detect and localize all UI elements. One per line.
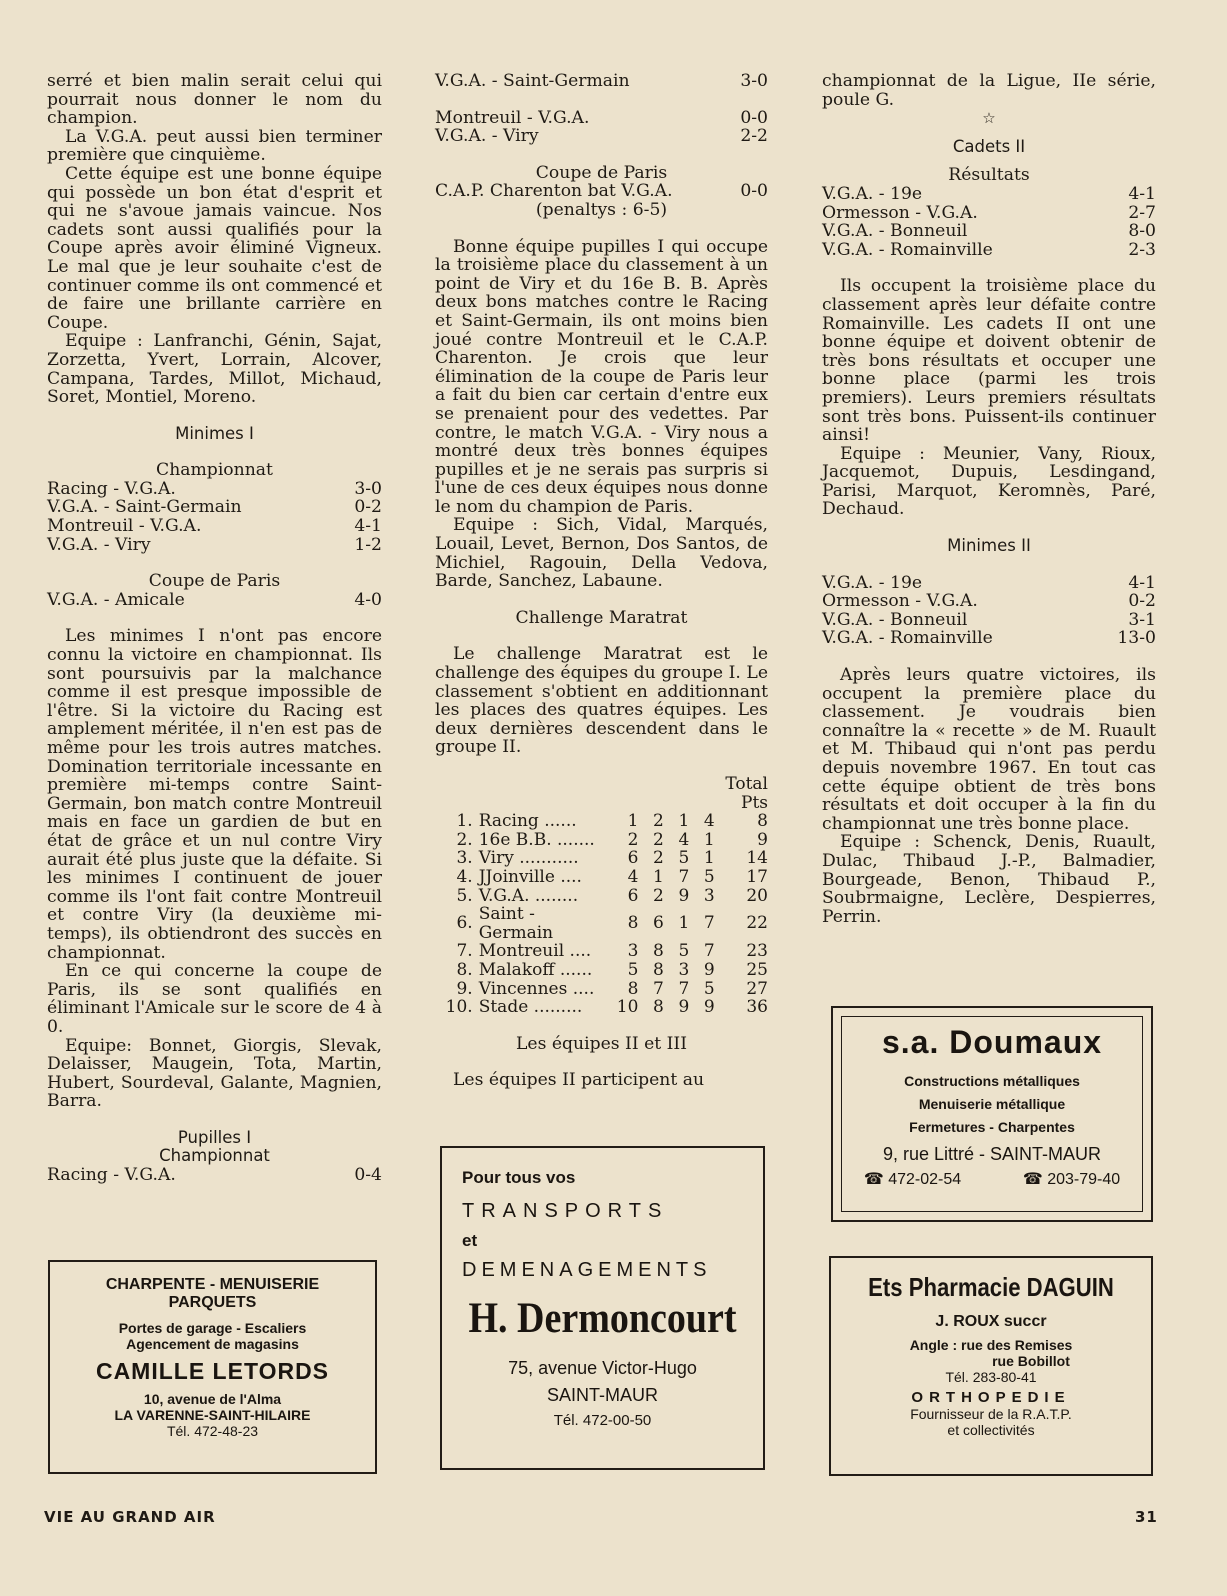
paragraph: La V.G.A. peut aussi bien terminer première que cinquième. bbox=[47, 126, 382, 166]
ad-line: rue Bobillot bbox=[992, 1353, 1070, 1369]
phone-icon: ☎ bbox=[863, 1171, 884, 1188]
page-number: 31 bbox=[1135, 1508, 1158, 1526]
ad-address: SAINT-MAUR bbox=[546, 1385, 658, 1405]
table-row: 6. Saint - Germain 8 6 1 7 22 bbox=[456, 904, 768, 943]
coupe-label: Coupe de Paris bbox=[148, 571, 281, 592]
ad-company-name: H. Dermoncourt bbox=[468, 1293, 737, 1343]
team-list: Equipe: Bonnet, Giorgis, Slevak, Delaisser, Maugein, Tota, Martin, Hubert, Sourdeval, Galante, Magnien, Barra. bbox=[47, 1035, 382, 1112]
team-list: Equipe : Meunier, Vany, Rioux, Jacquemot, Dupuis, Lesdingand, Parisi, Marquot, Keromnès, Paré, Dechaud. bbox=[822, 443, 1156, 520]
table-header-row bbox=[445, 794, 768, 813]
ad-daguin bbox=[829, 1256, 1153, 1476]
result-row: V.G.A. - Saint-Germain 0-2 bbox=[47, 497, 382, 518]
section-title-equipes: Les équipes II et III bbox=[515, 1033, 688, 1054]
ad-doumaux bbox=[831, 1006, 1153, 1222]
team-list: Equipe : Sich, Vidal, Marqués, Louail, Levet, Bernon, Dos Santos, de Michiel, Ragouin, Della Vedova, Barde, Sanchez, Labaune. bbox=[435, 515, 768, 592]
column-header-total: Total bbox=[725, 774, 768, 794]
ad-address: 75, avenue Victor-Hugo bbox=[508, 1358, 697, 1378]
ad-line: et collectivités bbox=[947, 1422, 1035, 1438]
result-row: V.G.A. - Bonneuil 8-0 bbox=[822, 221, 1156, 242]
star-icon: ☆ bbox=[982, 109, 996, 128]
paragraph: Après leurs quatre victoires, ils occupent la première place du classement. Je voudrais bien connaître la « recette » de M. Ruault et M. Thibaud qui n'ont pas perdu depuis novembre 1967. En tout cas cette équipe obtient de très bons résultats et doit occuper à la fin du championnat une très bonne place. bbox=[822, 665, 1156, 834]
ad-phone: Tél. 283-80-41 bbox=[945, 1369, 1037, 1385]
result-row: V.G.A. - 19e 4-1 bbox=[822, 183, 1156, 204]
ad-dermoncourt bbox=[440, 1146, 765, 1470]
ad-line: Fournisseur de la R.A.T.P. bbox=[910, 1406, 1072, 1422]
table-row: 3. Viry ........... 6 2 5 1 14 bbox=[456, 848, 768, 869]
paragraph: Cette équipe est une bonne équipe qui possède un bon état d'esprit et qui ne s'avoue jamais vaincue. Nos cadets sont aussi qualifiés pour la Coupe après avoir éliminé Vigneux. Le mal que je leur souhaite c'est de continuer comme ils ont commencé et de faire une brillante carrière en Coupe. bbox=[47, 163, 382, 333]
ad-address: 9, rue Littré - SAINT-MAUR bbox=[882, 1144, 1102, 1164]
column-header-pts: Pts bbox=[741, 792, 768, 813]
ad-company-name: s.a. Doumaux bbox=[881, 1024, 1103, 1060]
table-row: 8. Malakoff ...... 5 8 3 9 25 bbox=[456, 959, 768, 980]
ad-letords bbox=[48, 1260, 377, 1474]
result-row: V.G.A. - Viry 2-2 bbox=[435, 126, 768, 147]
result-row: V.G.A. - Amicale 4-0 bbox=[47, 589, 382, 610]
resultats-label: Résultats bbox=[948, 165, 1030, 186]
result-row: Racing - V.G.A. 3-0 bbox=[47, 478, 382, 499]
ad-phones bbox=[833, 1169, 1151, 1189]
team-list: Equipe : Schenck, Denis, Ruault, Dulac, Thibaud J.-P., Balmadier, Bourgeade, Benon, Thibaud P., Soubrmaigne, Leclère, Despierres, Perrin. bbox=[822, 832, 1156, 927]
ranking-table bbox=[445, 775, 768, 1017]
table-row: 7. Montreuil .... 3 8 5 7 23 bbox=[456, 941, 768, 962]
paragraph: Les équipes II participent au bbox=[453, 1070, 705, 1091]
ad-line: CHARPENTE - MENUISERIE bbox=[105, 1276, 320, 1293]
ad-company-name: CAMILLE LETORDS bbox=[95, 1358, 330, 1384]
table-row: 9. Vincennes .... 8 7 7 5 27 bbox=[456, 978, 768, 999]
result-row: Montreuil - V.G.A. 0-0 bbox=[435, 107, 768, 128]
ad-line: Portes de garage - Escaliers bbox=[118, 1320, 307, 1336]
paragraph: En ce qui concerne la coupe de Paris, ils se sont qualifiés en éliminant l'Amicale sur le score de 4 à 0. bbox=[47, 961, 382, 1037]
ad-line: ORTHOPEDIE bbox=[911, 1389, 1071, 1406]
pupilles-championnat-label: Championnat bbox=[159, 1146, 270, 1166]
result-row: V.G.A. - Bonneuil 3-1 bbox=[822, 609, 1156, 630]
ad-phone: ☎ 203-79-40 bbox=[1022, 1171, 1121, 1188]
table-header-row bbox=[445, 775, 768, 794]
ad-phone: ☎ 472-02-54 bbox=[863, 1171, 962, 1188]
phone-icon: ☎ bbox=[1022, 1171, 1043, 1188]
ad-address: 10, avenue de l'Alma bbox=[143, 1391, 282, 1407]
ad-line: et bbox=[462, 1231, 478, 1250]
ad-phone: Tél. 472-00-50 bbox=[553, 1412, 652, 1429]
ad-line: Agencement de magasins bbox=[126, 1336, 299, 1352]
ad-company-name: Ets Pharmacie DAGUIN bbox=[868, 1272, 1114, 1302]
result-row: V.G.A. - Romainville 13-0 bbox=[822, 628, 1156, 649]
ad-line: Fermetures - Charpentes bbox=[909, 1119, 1075, 1135]
team-list: Equipe : Lanfranchi, Génin, Sajat, Zorzetta, Yvert, Lorrain, Alcover, Campana, Tardes, Millot, Michaud, Soret, Montiel, Moreno. bbox=[47, 331, 382, 408]
championnat-label: Championnat bbox=[156, 460, 273, 481]
penalty-note: (penaltys : 6-5) bbox=[535, 199, 668, 220]
paragraph: Bonne équipe pupilles I qui occupe la troisième place du classement à un point de Viry et du 16e B. B. Après deux bons matches contre le Racing et Saint-Germain, ils ont moins bien joué contre Montreuil et le C.A.P. Charenton. Je crois que leur élimination de la coupe de Paris leur a fait du bien car certain d'entre eux se prenaient pour des vedettes. Par contre, le match V.G.A. - Viry nous a montré deux très bonnes équipes pupilles et je ne serais pas surpris si l'une de ces deux équipes nous donne le nom du champion de Paris. bbox=[435, 236, 768, 517]
section-title-pupilles-1: Pupilles I bbox=[177, 1127, 252, 1147]
result-row: C.A.P. Charenton bat V.G.A. 0-0 bbox=[435, 181, 768, 202]
ad-line: Menuiserie métallique bbox=[918, 1096, 1066, 1112]
ad-line: DEMENAGEMENTS bbox=[462, 1259, 712, 1281]
paragraph: Le challenge Maratrat est le challenge des équipes du groupe I. Le classement s'obtient en additionnant les places des quatres équipes. Les deux dernières descendent dans le groupe II. bbox=[435, 644, 768, 758]
table-row: 4. JJoinville .... 4 1 7 5 17 bbox=[456, 866, 768, 887]
table-row: 1. Racing ...... 1 2 1 4 8 bbox=[456, 811, 768, 832]
paragraph: Les minimes I n'ont pas encore connu la victoire en championnat. Ils sont poursuivis par la malchance comme il est presque impossible de l'être. Si la victoire du Racing est amplement méritée, il n'en est pas de même pour les trois autres matches. Domination territoriale incessante en première mi-temps contre Saint-Germain, bon match contre Montreuil mais en face un gardien de but en état de grâce et un nul contre Viry aurait été plus juste que la défaite. Si les minimes I continuent de jouer comme ils l'ont fait contre Montreuil et contre Viry (la deuxième mi-temps), ils obtiendront des succès en championnat. bbox=[47, 626, 382, 963]
result-row: V.G.A. - Viry 1-2 bbox=[47, 534, 382, 555]
table-row: 5. V.G.A. ........ 6 2 9 3 20 bbox=[456, 885, 768, 906]
result-row: Montreuil - V.G.A. 4-1 bbox=[47, 516, 382, 537]
section-title-challenge: Challenge Maratrat bbox=[515, 607, 688, 628]
result-row: Ormesson - V.G.A. 0-2 bbox=[822, 591, 1156, 612]
paragraph: championnat de la Ligue, IIe série, poule G. bbox=[822, 71, 1156, 110]
section-title-cadets-2: Cadets II bbox=[952, 136, 1026, 156]
result-row: V.G.A. - Romainville 2-3 bbox=[822, 239, 1156, 260]
column-2 bbox=[435, 72, 768, 1090]
result-row: V.G.A. - 19e 4-1 bbox=[822, 572, 1156, 593]
paragraph: Ils occupent la troisième place du classement après leur défaite contre Romainville. Les cadets II ont une bonne équipe et doivent obtenir de très bons résultats et occuper une bonne place (parmi les trois premiers). Leurs premiers résultats sont très bons. Puissent-ils continuer ainsi! bbox=[822, 276, 1156, 446]
ad-line: PARQUETS bbox=[168, 1294, 257, 1311]
column-1 bbox=[47, 72, 382, 1185]
ad-line: Constructions métalliques bbox=[904, 1073, 1080, 1089]
results-list bbox=[47, 480, 382, 554]
ad-phone: Tél. 472-48-23 bbox=[166, 1423, 259, 1439]
ad-line: TRANSPORTS bbox=[462, 1200, 669, 1222]
ad-line: J. ROUX succr bbox=[935, 1313, 1047, 1330]
table-row: 10. Stade ......... 10 8 9 9 36 bbox=[445, 997, 768, 1018]
result-row: Ormesson - V.G.A. 2-7 bbox=[822, 202, 1156, 223]
magazine-title: VIE AU GRAND AIR bbox=[44, 1508, 216, 1526]
column-3 bbox=[822, 72, 1156, 926]
section-title-minimes-2: Minimes II bbox=[947, 536, 1031, 556]
result-row: V.G.A. - Saint-Germain 3-0 bbox=[435, 71, 768, 91]
section-title-minimes-1: Minimes I bbox=[175, 423, 254, 443]
paragraph: serré et bien malin serait celui qui pourrait nous donner le nom du champion. bbox=[47, 71, 382, 129]
ad-line: Pour tous vos bbox=[462, 1168, 576, 1187]
coupe-label: Coupe de Paris bbox=[535, 162, 668, 183]
table-row: 2. 16e B.B. ....... 2 2 4 1 9 bbox=[456, 829, 768, 850]
ad-line: Angle : rue des Remises bbox=[909, 1337, 1073, 1353]
ad-address: LA VARENNE-SAINT-HILAIRE bbox=[114, 1407, 311, 1423]
result-row: Racing - V.G.A. 0-4 bbox=[47, 1165, 382, 1186]
